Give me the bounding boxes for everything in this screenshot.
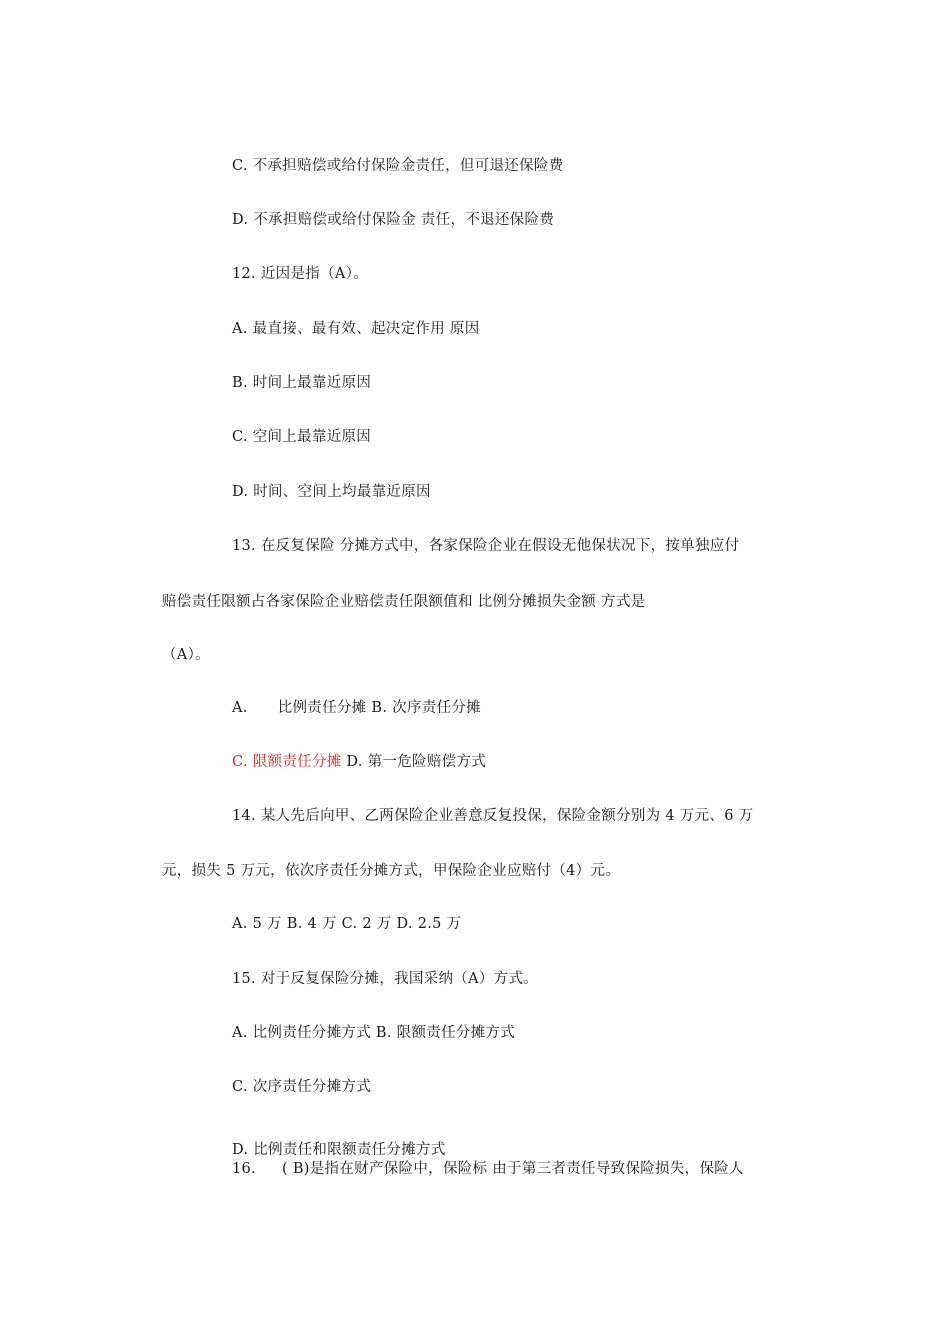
options-cd-q13 bbox=[232, 752, 486, 772]
option-a-label: A. bbox=[232, 700, 248, 716]
question-13-line-2: 赔偿责任限额占各家保险企业赔偿责任限额值和 比例分摊损失金额 方式是 bbox=[162, 594, 646, 610]
option-d-q11: D. 不承担赔偿或给付保险金 责任，不退还保险费 bbox=[232, 212, 555, 228]
option-c-q12: C. 空间上最靠近原因 bbox=[232, 429, 372, 445]
question-14-line-1: 14. 某人先后向甲、乙两保险企业善意反复投保，保险金额分别为 4 万元、6 万 bbox=[232, 808, 754, 824]
option-c-q11: C. 不承担赔偿或给付保险金责任，但可退还保险费 bbox=[232, 158, 564, 174]
highlighted-answer: C. 限额责任分摊 bbox=[232, 754, 342, 770]
option-a-q12: A. 最直接、最有效、起决定作用 原因 bbox=[232, 321, 480, 337]
question-12: 12. 近因是指（A）。 bbox=[232, 266, 368, 282]
question-16-text: ( B)是指在财产保险中，保险标 由于第三者责任导致保险损失，保险人 bbox=[281, 1161, 744, 1177]
question-16-number: 16. bbox=[232, 1161, 256, 1177]
options-q14: A. 5 万 B. 4 万 C. 2 万 D. 2.5 万 bbox=[232, 916, 462, 932]
option-d-q15: D. 比例责任和限额责任分摊方式 bbox=[232, 1142, 446, 1158]
option-d-text: D. 第一危险赔偿方式 bbox=[341, 754, 487, 770]
option-c-q15: C. 次序责任分摊方式 bbox=[232, 1079, 372, 1095]
options-ab-q15: A. 比例责任分摊方式 B. 限额责任分摊方式 bbox=[232, 1025, 516, 1041]
question-16 bbox=[232, 1159, 744, 1179]
options-ab-q13 bbox=[232, 698, 481, 718]
question-13-line-3: （A）。 bbox=[162, 647, 210, 663]
question-14-line-2: 元，损失 5 万元，依次序责任分摊方式，甲保险企业应赔付（4）元。 bbox=[162, 863, 621, 879]
option-b-q12: B. 时间上最靠近原因 bbox=[232, 375, 372, 391]
question-13-line-1: 13. 在反复保险 分摊方式中，各家保险企业在假设无他保状况下，按单独应付 bbox=[232, 538, 740, 554]
option-d-q12: D. 时间、空间上均最靠近原因 bbox=[232, 484, 431, 500]
option-a-b-text: 比例责任分摊 B. 次序责任分摊 bbox=[277, 700, 481, 716]
question-15: 15. 对于反复保险分摊，我国采纳（A）方式。 bbox=[232, 971, 539, 987]
